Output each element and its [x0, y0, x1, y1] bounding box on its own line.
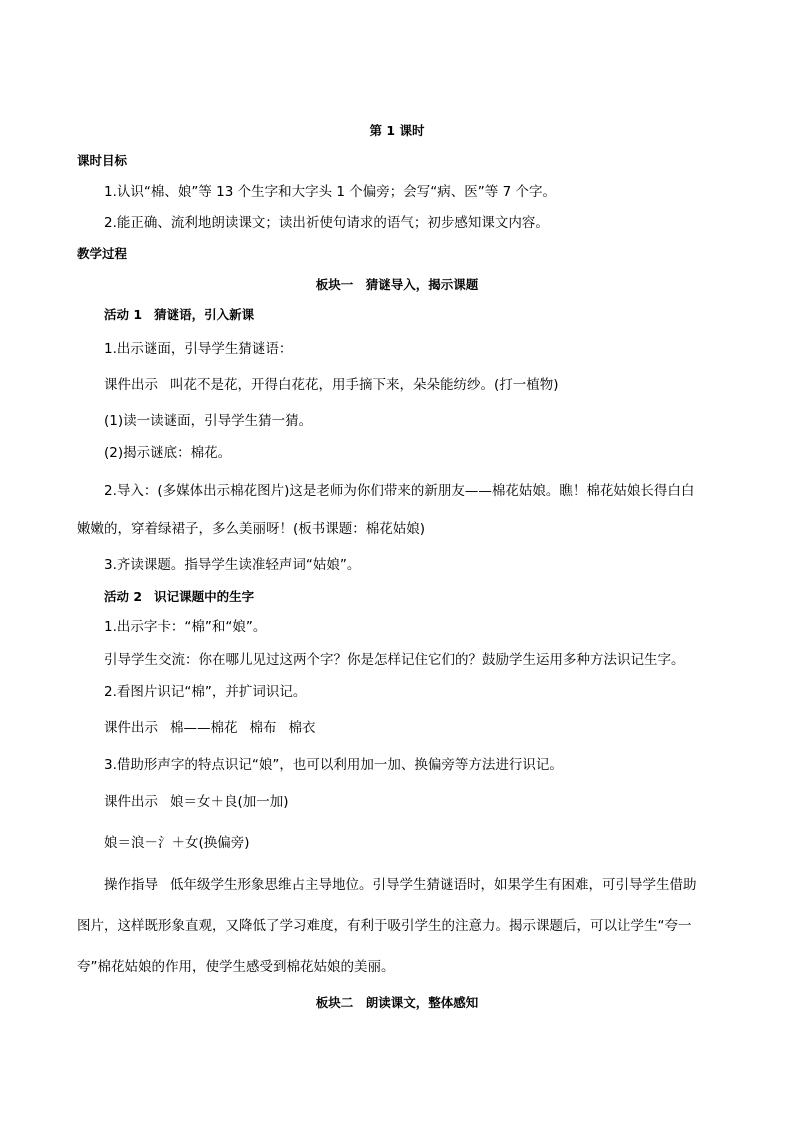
activity2-title: 识记课题中的生字 [154, 589, 255, 604]
activity2-heading [104, 588, 254, 606]
formula-add: 娘＝女＋良(加一加) [170, 794, 289, 810]
activity1-step1: 1.出示谜面，引导学生猜谜语： [104, 341, 293, 357]
courseware-label: 课件出示 [104, 720, 158, 736]
activity1-heading [104, 306, 254, 324]
activity2-step3: 3.借助形声字的特点识记“娘”，也可以利用加一加、换偏旁等方法进行识记。 [104, 757, 563, 773]
activity2-guide: 引导学生交流：你在哪儿见过这两个字？你是怎样记住它们的？鼓励学生运用多种方法识记生字。 [104, 652, 685, 668]
goals-heading: 课时目标 [77, 153, 128, 168]
word-item: 棉衣 [288, 720, 316, 736]
operation-line1 [104, 876, 697, 894]
goal-item: 1.认识“棉、娘”等 13 个生字和大字头 1 个偏旁；会写“病、医”等 7 个字。 [104, 184, 556, 200]
activity1-sub1: (1)读一读谜面，引导学生猜一猜。 [104, 413, 313, 429]
courseware-label: 课件出示 [104, 794, 158, 810]
activity1-sub2: (2)揭示谜底：棉花。 [104, 445, 232, 461]
activity1-step2-line2: 嫩嫩的，穿着绿裙子，多么美丽呀！(板书课题：棉花姑娘) [77, 521, 426, 537]
activity2-step2: 2.看图片识记“棉”，并扩词识记。 [104, 684, 307, 700]
activity1-title: 猜谜语，引入新课 [154, 307, 255, 322]
formula-replace: 娘＝浪－氵＋女(换偏旁) [104, 835, 250, 851]
operation-line2: 图片，这样既形象直观，又降低了学习难度，有利于吸引学生的注意力。揭示课题后，可以让学生“夸一 [77, 918, 692, 934]
operation-text: 低年级学生形象思维占主导地位。引导学生猜谜语时，如果学生有困难，可引导学生借助 [170, 877, 697, 893]
activity1-step3: 3.齐读课题。指导学生读准轻声词“姑娘”。 [104, 557, 361, 573]
word-item: 棉——棉花 [170, 720, 238, 736]
operation-line3: 夸”棉花姑娘的作用，使学生感受到棉花姑娘的美丽。 [77, 959, 395, 975]
operation-label: 操作指导 [104, 877, 158, 893]
riddle-text: 叫花不是花，开得白花花，用手摘下来，朵朵能纺纱。(打一植物) [170, 377, 559, 393]
word-item: 棉布 [249, 720, 277, 736]
section2-title: 板块二 朗读课文，整体感知 [315, 995, 479, 1010]
activity2-label: 活动 2 [104, 589, 143, 604]
activity2-courseware1 [104, 719, 316, 737]
activity1-step2-line1: 2.导入：(多媒体出示棉花图片)这是老师为你们带来的新朋友——棉花姑娘。瞧！棉花姑娘长得白白 [104, 483, 695, 499]
process-heading: 教学过程 [77, 246, 128, 261]
activity1-courseware [104, 376, 559, 394]
section1-title: 板块一 猜谜导入，揭示课题 [315, 277, 479, 292]
courseware-label: 课件出示 [104, 377, 158, 393]
activity2-step1: 1.出示字卡：“棉”和“娘”。 [104, 619, 267, 635]
activity1-label: 活动 1 [104, 307, 143, 322]
goal-item: 2.能正确、流利地朗读课文；读出祈使句请求的语气；初步感知课文内容。 [104, 215, 549, 231]
activity2-courseware2 [104, 793, 289, 811]
lesson-title: 第 1 课时 [369, 123, 425, 138]
